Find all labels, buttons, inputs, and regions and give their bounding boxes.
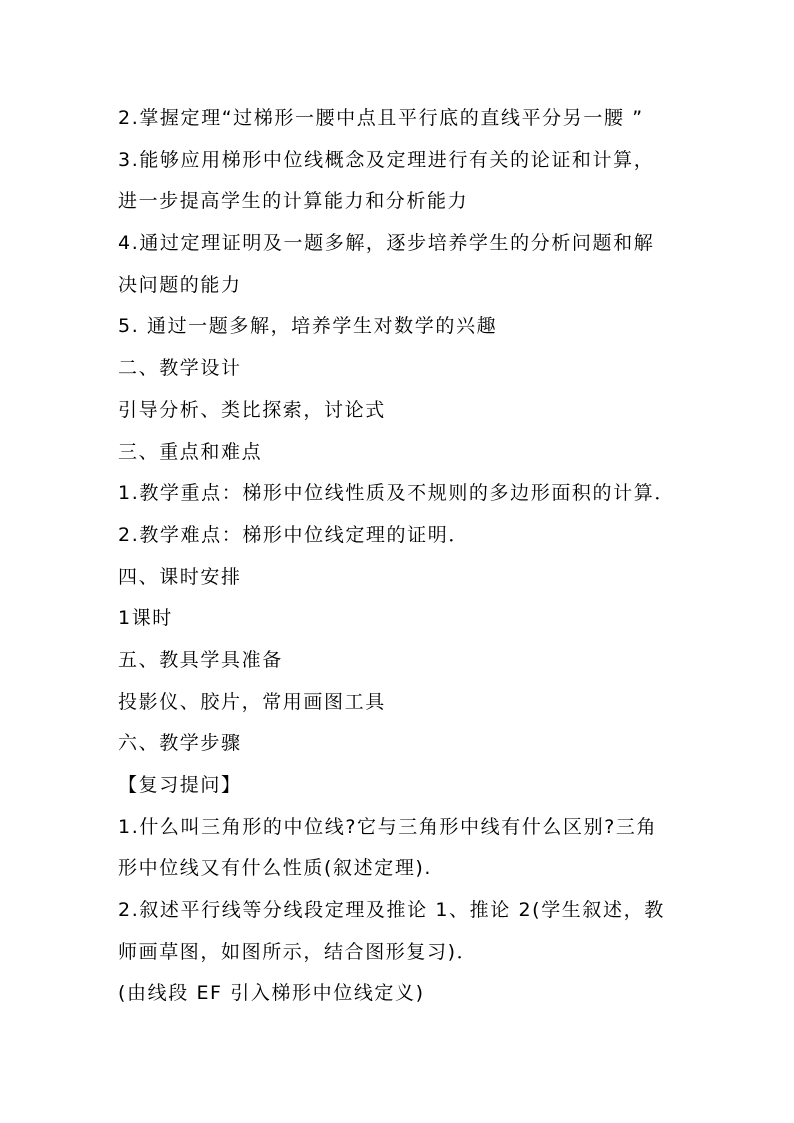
section-heading: 二、教学设计 xyxy=(118,357,242,380)
section-heading: 五、教具学具准备 xyxy=(118,648,283,671)
text-line: 1课时 xyxy=(118,607,173,630)
text-line: 3.能够应用梯形中位线概念及定理进行有关的论证和计算， xyxy=(118,148,655,171)
text-line: 4.通过定理证明及一题多解，逐步培养学生的分析问题和解 xyxy=(118,232,655,255)
text-line: 2.教学难点：梯形中位线定理的证明． xyxy=(118,523,469,546)
text-line: 2.叙述平行线等分线段定理及推论 1、推论 2(学生叙述，教 xyxy=(118,899,665,922)
document-page xyxy=(118,103,698,1020)
text-line: 2.掌握定理“过梯形一腰中点且平行底的直线平分另一腰 ” xyxy=(118,107,644,129)
text-line: 5. 通过一题多解，培养学生对数学的兴趣 xyxy=(118,315,498,338)
text-line: 师画草图，如图所示，结合图形复习)． xyxy=(118,940,478,963)
text-line: 引导分析、类比探索，讨论式 xyxy=(118,398,386,421)
text-line: 1.什么叫三角形的中位线?它与三角形中线有什么区别?三角 xyxy=(118,815,658,838)
text-line: (由线段 EF 引入梯形中位线定义) xyxy=(118,982,425,1005)
section-heading: 三、重点和难点 xyxy=(118,440,263,463)
text-line: 1.教学重点：梯形中位线性质及不规则的多边形面积的计算． xyxy=(118,482,675,505)
section-heading: 四、课时安排 xyxy=(118,565,242,588)
text-line: 进一步提高学生的计算能力和分析能力 xyxy=(118,190,469,213)
text-line: 形中位线又有什么性质(叙述定理). xyxy=(118,857,433,880)
subsection-heading: 【复习提问】 xyxy=(118,774,242,796)
text-line: 投影仪、胶片，常用画图工具 xyxy=(118,690,386,713)
section-heading: 六、教学步骤 xyxy=(118,732,242,755)
text-line: 决问题的能力 xyxy=(118,273,242,296)
